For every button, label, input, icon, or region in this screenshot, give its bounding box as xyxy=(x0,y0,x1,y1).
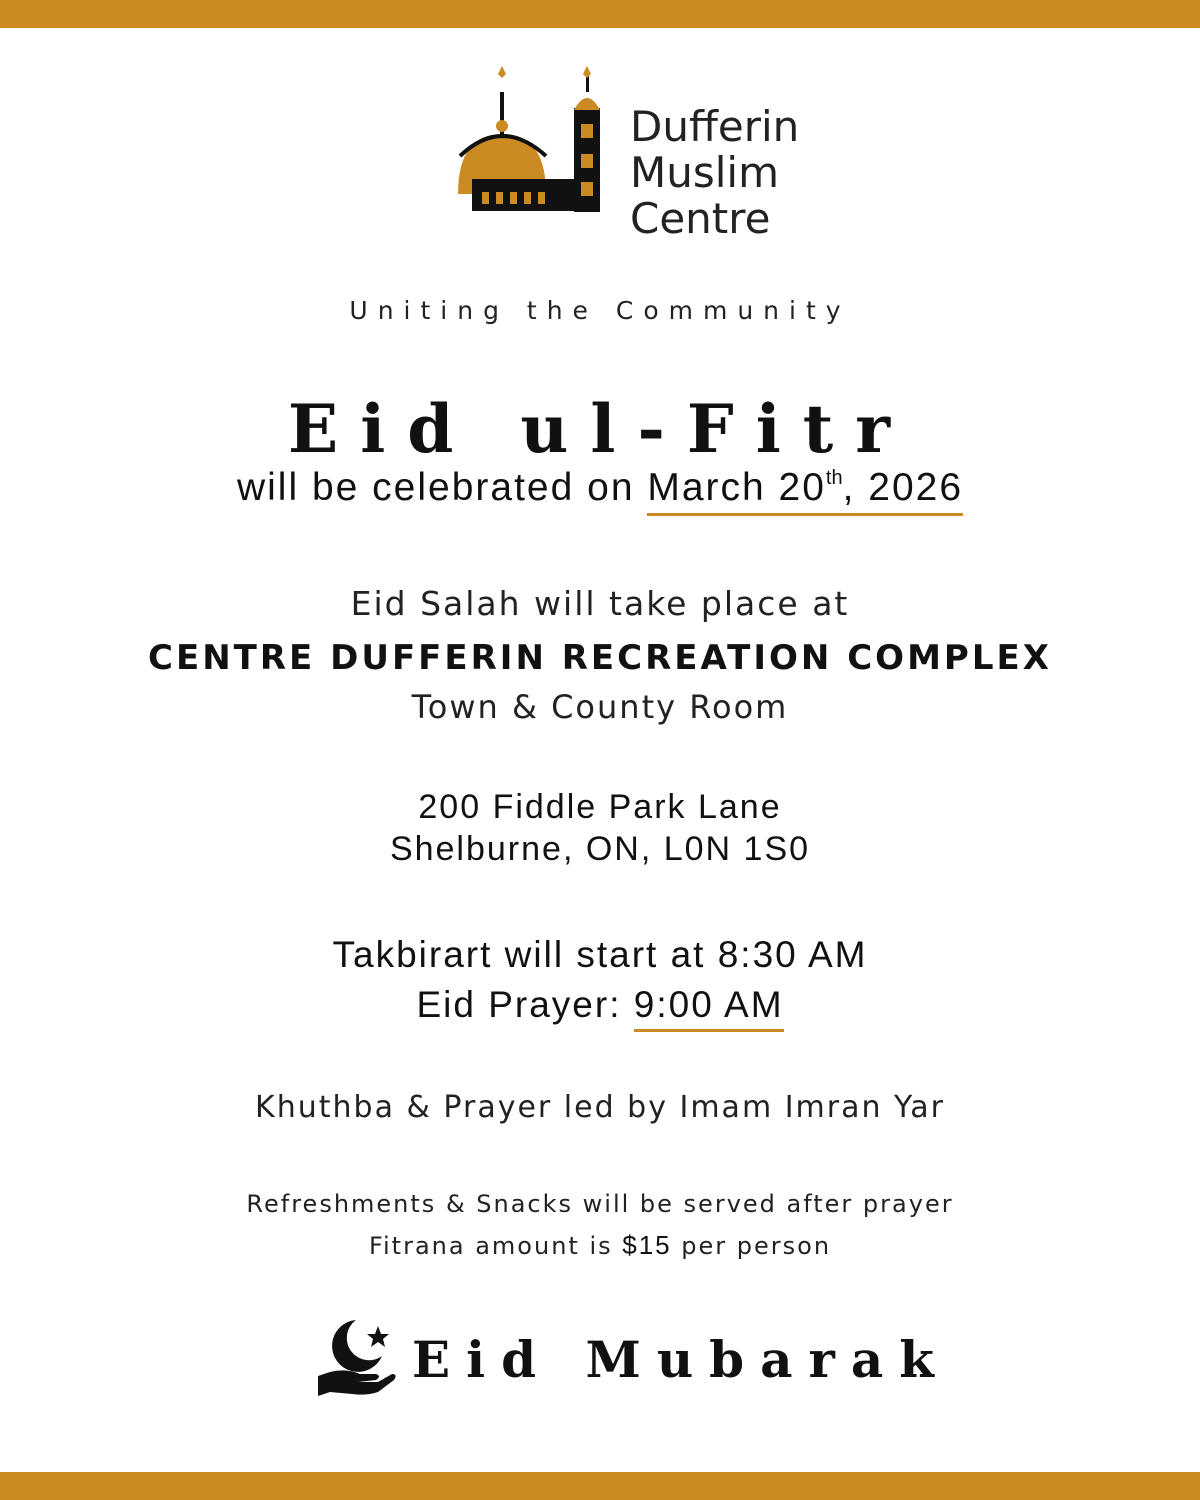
prayer-time-line xyxy=(0,984,1200,1026)
venue-room: Town & County Room xyxy=(411,688,789,726)
takbirat-time: Takbirart will start at 8:30 AM xyxy=(332,934,868,975)
celebration-date xyxy=(647,466,963,516)
fitrana-amount: $15 xyxy=(622,1230,672,1260)
fitrana-suffix: per person xyxy=(671,1232,832,1260)
logo-name-line2: Muslim xyxy=(630,148,779,197)
logo-name-line1: Dufferin xyxy=(630,102,800,151)
fitrana-prefix: Fitrana amount is xyxy=(368,1232,623,1260)
date-year: , 2026 xyxy=(842,466,964,509)
salah-intro: Eid Salah will take place at xyxy=(350,584,850,623)
celebration-date-line xyxy=(0,466,1200,510)
date-month-day: March 20 xyxy=(647,466,826,509)
prayer-time: 9:00 AM xyxy=(634,984,784,1032)
prayer-label: Eid Prayer: xyxy=(416,984,634,1025)
eid-mubarak-footer xyxy=(316,1316,950,1400)
imam-line: Khuthba & Prayer led by Imam Imran Yar xyxy=(255,1090,945,1125)
logo xyxy=(410,64,830,279)
top-accent-bar xyxy=(0,0,1200,28)
logo-wordmark xyxy=(630,104,799,242)
logo-name-line3: Centre xyxy=(630,194,771,243)
address-line2: Shelburne, ON, L0N 1S0 xyxy=(389,830,811,868)
fitrana-note xyxy=(0,1230,1200,1261)
celebration-prefix: will be celebrated on xyxy=(236,466,648,509)
date-suffix: th xyxy=(825,467,843,489)
address-line1: 200 Fiddle Park Lane xyxy=(418,788,782,826)
refreshments-note: Refreshments & Snacks will be served after prayer xyxy=(246,1190,954,1218)
crescent-hand-icon xyxy=(316,1316,400,1400)
page-title: Eid ul-Fitr xyxy=(287,390,913,468)
venue-name: CENTRE DUFFERIN RECREATION COMPLEX xyxy=(148,638,1052,678)
eid-mubarak-greeting: Eid Mubarak xyxy=(412,1330,950,1389)
mosque-crescent-logo-icon xyxy=(410,64,625,279)
bottom-accent-bar xyxy=(0,1472,1200,1500)
tagline: Uniting the Community xyxy=(349,296,851,325)
